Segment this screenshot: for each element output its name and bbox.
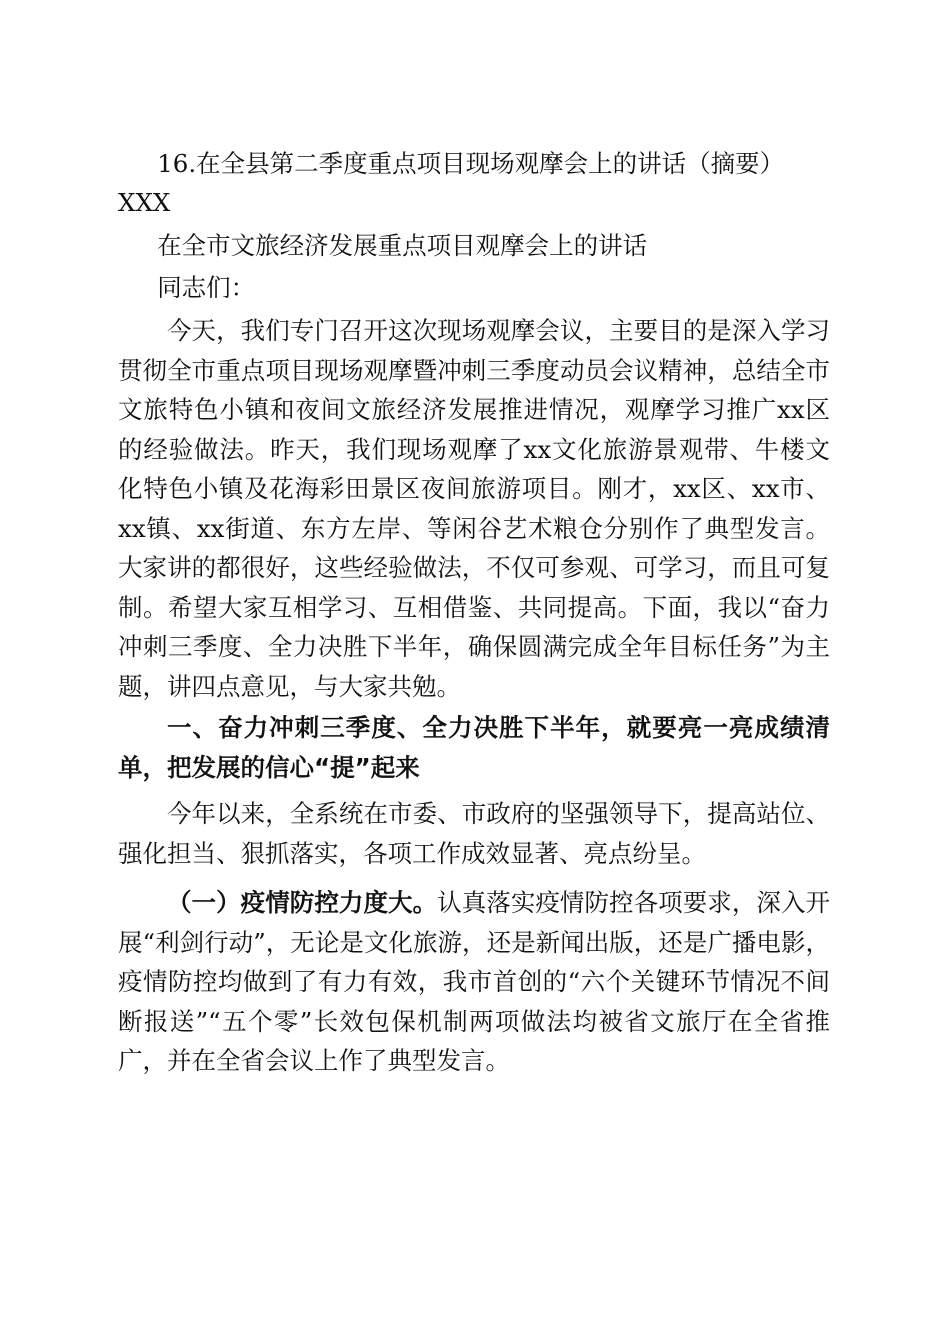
document-author: XXX xyxy=(118,188,171,217)
subsection-1-heading: （一）疫情防控力度大。 xyxy=(167,888,438,917)
section-1-heading: 一、奋力冲刺三季度、全力决胜下半年，就要亮一亮成绩清单，把发展的信心“提”起来 xyxy=(118,713,830,782)
subsection-1-paragraph xyxy=(118,883,830,1081)
intro-paragraph: 今天，我们专门召开这次现场观摩会议，主要目的是深入学习贯彻全市重点项目现场观摩暨冲刺三季度动员会议精神，总结全市文旅特色小镇和夜间文旅经济发展推进情况，观摩学习推广xx区的经验做法。昨天，我们现场观摩了xx文化旅游景观带、牛楼文化特色小镇及花海彩田景区夜间旅游项目。刚才，xx区、xx市、xx镇、xx街道、东方左岸、等闲谷艺术粮仓分别作了典型发言。大家讲的都很好，这些经验做法，不仅可参观、可学习，而且可复制。希望大家互相学习、互相借鉴、共同提高。下面，我以“奋力冲刺三季度、全力决胜下半年，确保圆满完成全年目标任务”为主题，讲四点意见，与大家共勉。 xyxy=(118,316,830,701)
section-1-paragraph: 今年以来，全系统在市委、市政府的坚强领导下，提高站位、强化担当、狠抓落实，各项工作成效显著、亮点纷呈。 xyxy=(118,799,830,868)
document-title: 16.在全县第二季度重点项目现场观摩会上的讲话（摘要） xyxy=(157,149,785,178)
document-body xyxy=(118,144,830,1081)
subsection-1-text: 认真落实疫情防控各项要求，深入开展“利剑行动”，无论是文化旅游，还是新闻出版，还是广播电影，疫情防控均做到了有力有效，我市首创的“六个关键环节情况不间断报送”“五个零”长效包保机制两项做法均被省文旅厅在全省推广，并在全省会议上作了典型发言。 xyxy=(118,888,831,1075)
greeting: 同志们： xyxy=(157,273,256,302)
speech-subtitle: 在全市文旅经济发展重点项目观摩会上的讲话 xyxy=(157,231,648,260)
